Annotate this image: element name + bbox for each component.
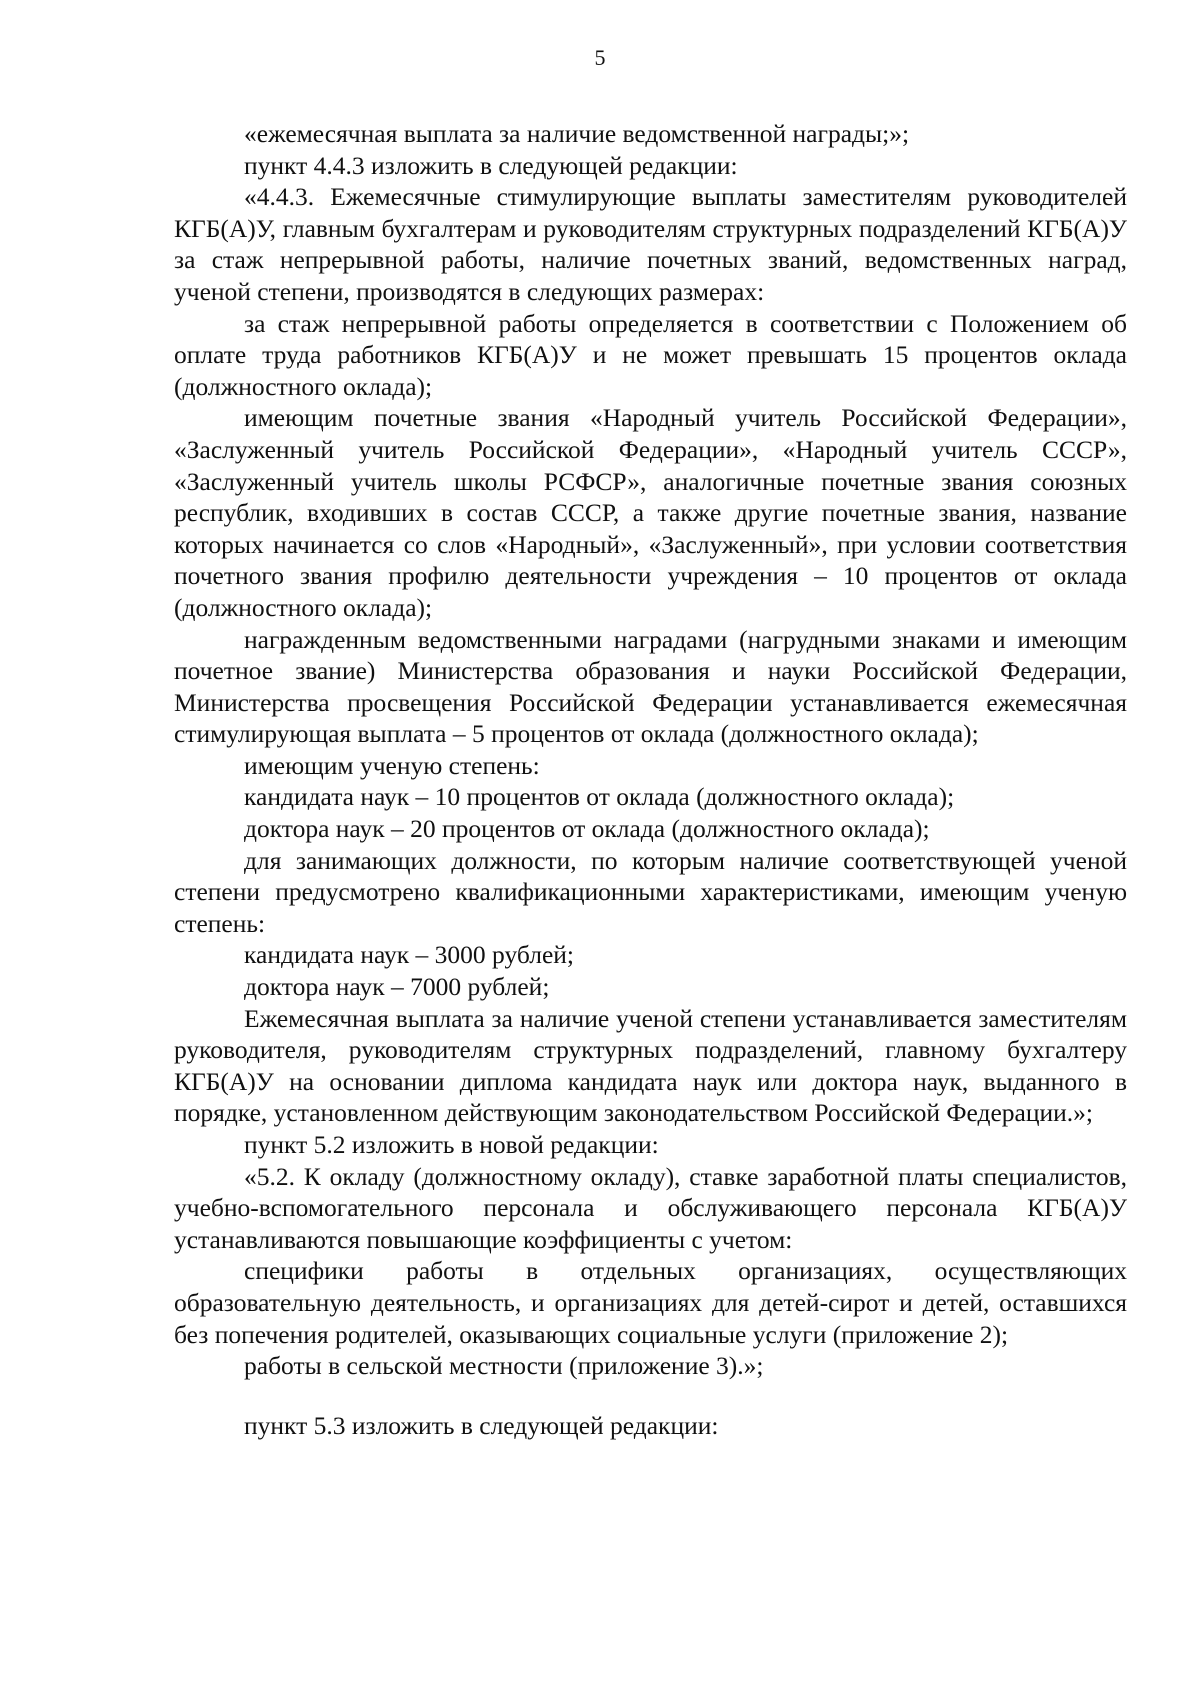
paragraph-specific-organizations: специфики работы в отдельных организациях, осуществляющих образовательную деятельность, и организациях для детей-сирот и детей, оставшихся без попечения родителей, оказывающих социальные услуги (приложение 2); bbox=[174, 1256, 1127, 1349]
paragraph-award-payment: «ежемесячная выплата за наличие ведомственной награды;»; bbox=[244, 119, 910, 148]
paragraph-honorary-titles: имеющим почетные звания «Народный учитель Российской Федерации», «Заслуженный учитель Российской Федерации», «Народный учитель СССР», «Заслуженный учитель школы РСФСР», аналогичные почетные звания союзных республик, входивших в состав СССР, а также другие почетные звания, название которых начинается со слов «Народный», «Заслуженный», при условии соответствия почетного звания профилю деятельности учреждения – 10 процентов от оклада (должностного оклада); bbox=[174, 403, 1127, 622]
paragraph-qualification-positions: для занимающих должности, по которым наличие соответствующей ученой степени предусмотрено квалификационными характеристиками, имеющим ученую степень: bbox=[174, 845, 1127, 938]
paragraph-clause-52-intro: пункт 5.2 изложить в новой редакции: bbox=[244, 1130, 659, 1159]
paragraph-doctor-rubles: доктора наук – 7000 рублей; bbox=[244, 972, 550, 1002]
paragraph-clause-443-intro: пункт 4.4.3 изложить в следующей редакции: bbox=[244, 150, 738, 180]
paragraph-candidate-percent: кандидата наук – 10 процентов от оклада (должностного оклада); bbox=[244, 782, 955, 812]
document-body bbox=[174, 118, 1127, 1441]
paragraph-clause-443: «4.4.3. Ежемесячные стимулирующие выплаты заместителям руководителей КГБ(А)У, главным бухгалтерам и руководителям структурных подразделений КГБ(А)У за стаж непрерывной работы, наличие почетных званий, ведомственных наград, ученой степени, производятся в следующих размерах: bbox=[174, 182, 1127, 306]
paragraph-clause-52: «5.2. К окладу (должностному окладу), ставке заработной платы специалистов, учебно-вспомогательного персонала и обслуживающего персонала КГБ(А)У устанавливаются повышающие коэффициенты с учетом: bbox=[174, 1161, 1127, 1254]
paragraph-candidate-rubles: кандидата наук – 3000 рублей; bbox=[244, 940, 574, 970]
paragraph-rural-work: работы в сельской местности (приложение 3).»; bbox=[244, 1351, 764, 1381]
paragraph-academic-degree-intro: имеющим ученую степень: bbox=[244, 750, 540, 780]
paragraph-departmental-awards: награжденным ведомственными наградами (нагрудными знаками и имеющим почетное звание) Министерства образования и науки Российской Федерации, Министерства просвещения Российской Федерации устанавливается ежемесячная стимулирующая выплата – 5 процентов от оклада (должностного оклада); bbox=[174, 624, 1127, 749]
paragraph-degree-payment-basis: Ежемесячная выплата за наличие ученой степени устанавливается заместителям руководителя, руководителям структурных подразделений, главному бухгалтеру КГБ(А)У на основании диплома кандидата наук или доктора наук, выданного в порядке, установленном действующим законодательством Российской Федерации.»; bbox=[174, 1003, 1127, 1128]
page-number: 5 bbox=[594, 45, 606, 70]
paragraph-continuous-service: за стаж непрерывной работы определяется в соответствии с Положением об оплате труда работников КГБ(А)У и не может превышать 15 процентов оклада (должностного оклада); bbox=[174, 308, 1127, 401]
paragraph-clause-53-intro: пункт 5.3 изложить в следующей редакции: bbox=[244, 1410, 719, 1440]
paragraph-doctor-percent: доктора наук – 20 процентов от оклада (должностного оклада); bbox=[244, 814, 930, 844]
